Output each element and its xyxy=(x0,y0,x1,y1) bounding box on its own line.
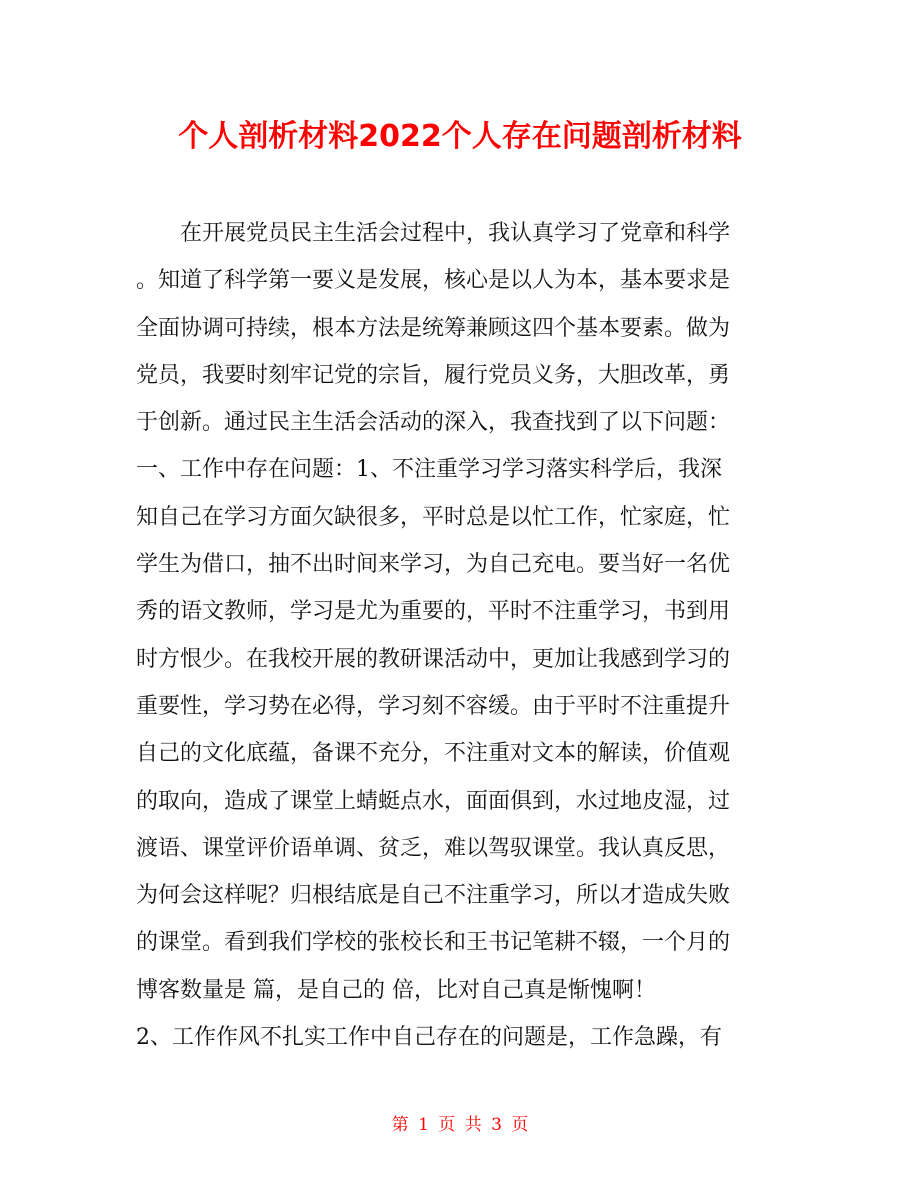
body-line: 时方恨少。在我校开展的教研课活动中，更加让我感到学习的 xyxy=(136,646,731,672)
document-title: 个人剖析材料2022个人存在问题剖析材料 xyxy=(178,119,742,154)
body-line: 为何会这样呢？归根结底是自己不注重学习，所以才造成失败 xyxy=(136,883,731,909)
body-line: 自己的文化底蕴，备课不充分，不注重对文本的解读，价值观 xyxy=(136,741,731,767)
body-line: 于创新。通过民主生活会活动的深入，我查找到了以下问题： xyxy=(136,410,731,436)
body-line: 学生为借口，抽不出时间来学习，为自己充电。要当好一名优 xyxy=(136,552,731,578)
body-line: 重要性，学习势在必得，学习刻不容缓。由于平时不注重提升 xyxy=(136,693,731,719)
body-line: 知自己在学习方面欠缺很多，平时总是以忙工作，忙家庭，忙 xyxy=(136,504,731,530)
body-line: 全面协调可持续，根本方法是统筹兼顾这四个基本要素。做为 xyxy=(136,315,731,341)
body-line: 的取向，造成了课堂上蜻蜓点水，面面俱到，水过地皮湿，过 xyxy=(136,788,731,814)
document-body xyxy=(136,210,784,1061)
body-line: 秀的语文教师，学习是尤为重要的，平时不注重学习，书到用 xyxy=(136,599,731,625)
body-line: 的课堂。看到我们学校的张校长和王书记笔耕不辍，一个月的 xyxy=(136,930,731,956)
body-line: 2、工作作风不扎实工作中自己存在的问题是，工作急躁，有 xyxy=(136,1025,722,1051)
body-line: 党员，我要时刻牢记党的宗旨，履行党员义务，大胆改革，勇 xyxy=(136,362,731,388)
body-line: 渡语、课堂评价语单调、贫乏，难以驾驭课堂。我认真反思， xyxy=(136,835,731,861)
page-number-footer: 第 1 页 共 3 页 xyxy=(391,1115,529,1135)
body-line: 一、工作中存在问题：1、不注重学习学习落实科学后，我深 xyxy=(136,457,722,483)
body-line: 博客数量是 篇，是自己的 倍，比对自己真是惭愧啊！ xyxy=(136,977,656,1003)
body-line: 。知道了科学第一要义是发展，核心是以人为本，基本要求是 xyxy=(136,268,731,294)
body-line: 在开展党员民主生活会过程中，我认真学习了党章和科学 xyxy=(136,221,731,246)
